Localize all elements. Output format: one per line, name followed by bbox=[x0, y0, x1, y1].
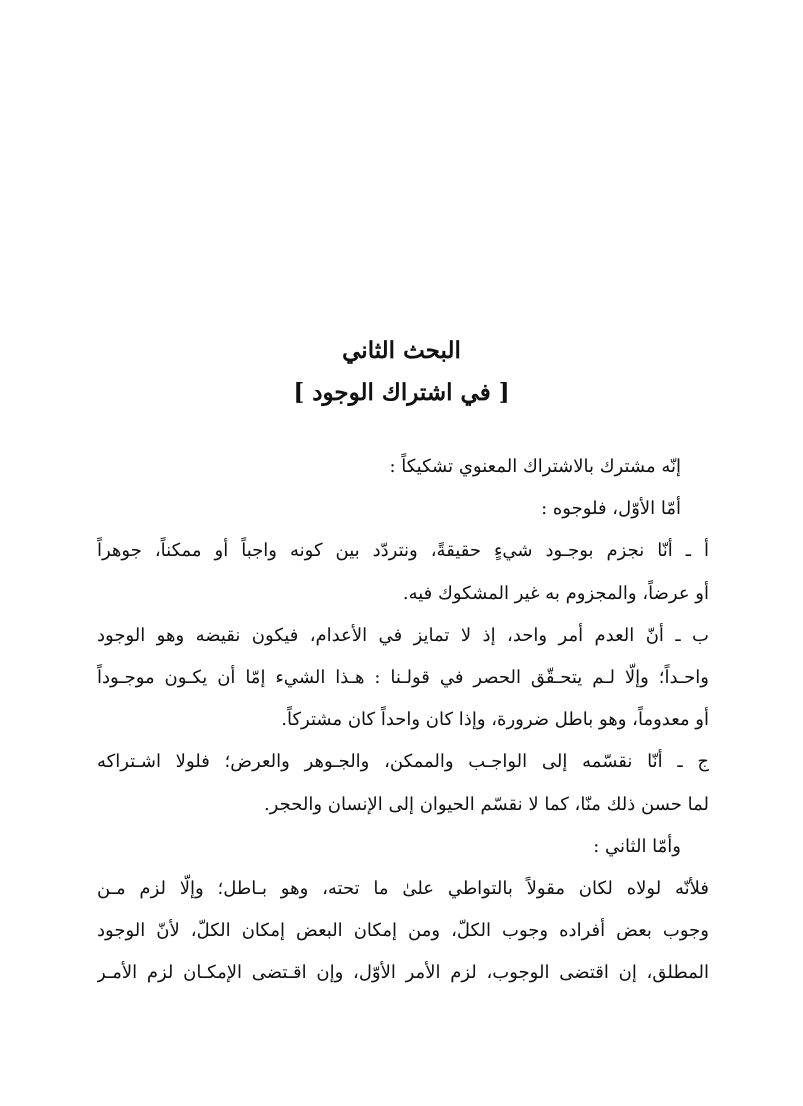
text-line: لما حسن ذلك منّا، كما لا نقسّم الحيوان إلى الإنسان والحجر. bbox=[263, 793, 709, 815]
text-line: ب ـ أنّ العدم أمر واحد، إذ لا تمايز في الأعدام، فيكون نقيضه وهو الوجود bbox=[97, 624, 709, 646]
text-line: المطلق، إن اقتضى الوجوب، لزم الأمر الأوّل، وإن اقـتضى الإمكـان لزم الأمـر bbox=[97, 962, 709, 984]
text-line: أ ـ أنّا نجزم بوجـود شيءٍ حقيقةً، ونتردّد بين كونه واجباً أو ممكناً، جوهراً bbox=[97, 540, 709, 562]
text-line: فلأنّه لولاه لكان مقولاً بالتواطي علىٰ ما تحته، وهو بـاطل؛ وإلّا لزم مـن bbox=[97, 877, 709, 899]
body-text bbox=[97, 446, 709, 994]
text-line: إنّه مشترك بالاشتراك المعنوي تشكيكاً : bbox=[389, 456, 681, 477]
text-line: ج ـ أنّا نقسّمه إلى الواجـب والممكن، والجـوهر والعرض؛ فلولا اشـتراكه bbox=[97, 751, 709, 773]
text-line: أمّا الأوّل، فلوجوه : bbox=[541, 498, 681, 520]
text-line: أو معدوماً، وهو باطل ضرورة، وإذا كان واحداً كان مشتركاً. bbox=[281, 709, 709, 731]
section-subtitle: [ في اشتراك الوجود ] bbox=[293, 379, 510, 406]
text-line: أو عرضاً، والمجزوم به غير المشكوك فيه. bbox=[402, 582, 709, 604]
text-line: واحـداً؛ وإلّا لـم يتحـقّق الحصر في قولـنا : هـذا الشيء إمّا أن يكـون موجـوداً bbox=[97, 666, 709, 688]
section-title: البحث الثاني bbox=[342, 337, 461, 364]
text-line: وأمّا الثاني : bbox=[593, 835, 681, 857]
text-line: وجوب بعض أفراده وجوب الكلّ، ومن إمكان البعض إمكان الكلّ، لأنّ الوجود bbox=[97, 920, 709, 942]
